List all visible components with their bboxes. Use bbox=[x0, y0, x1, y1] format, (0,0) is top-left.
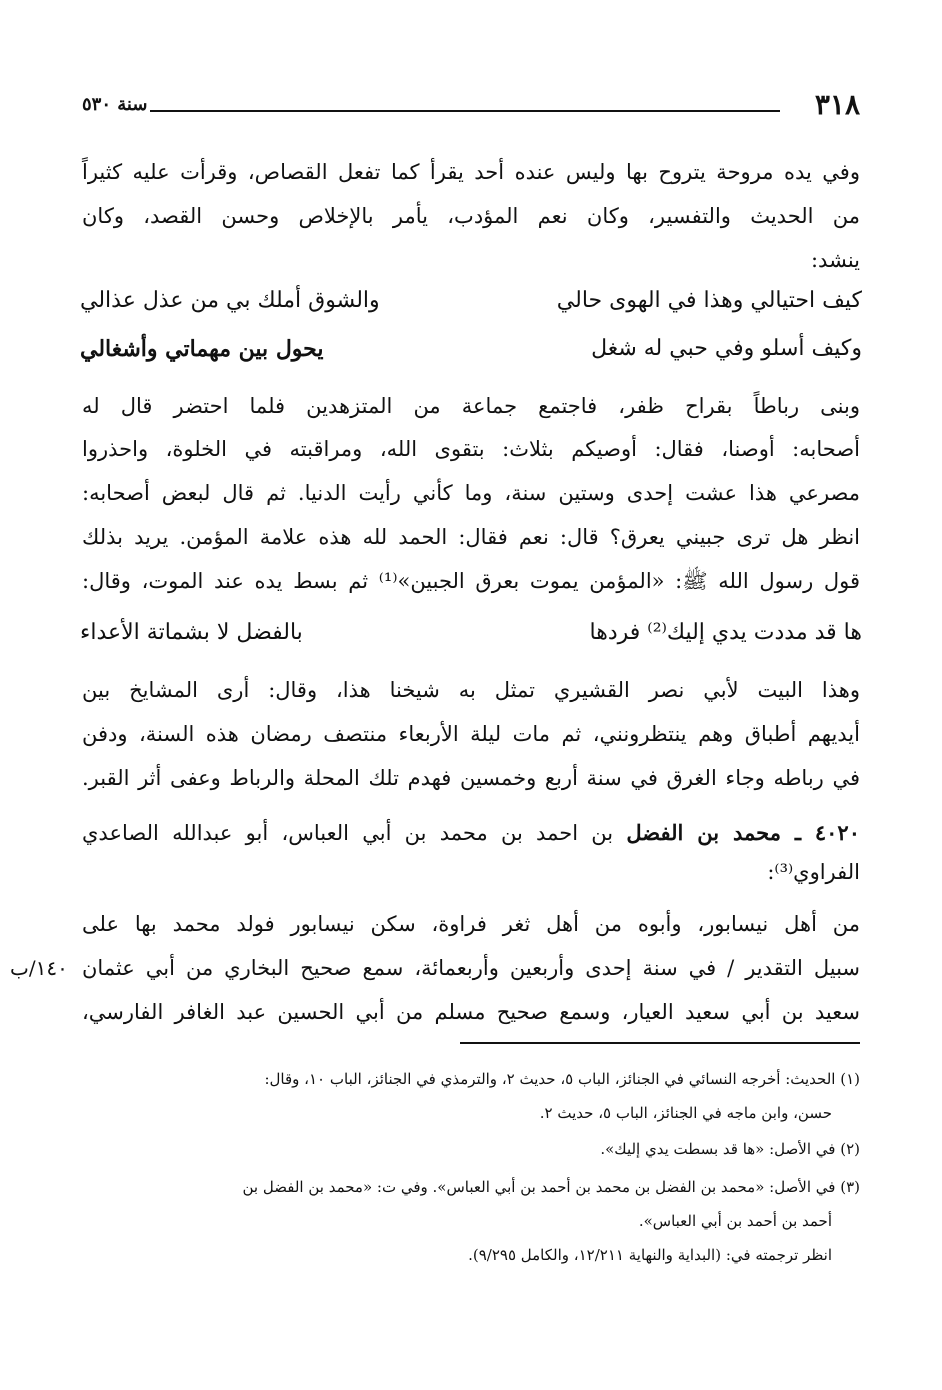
running-header bbox=[82, 88, 860, 128]
verse-hemistich: وكيف أسلو وفي حبي له شغل bbox=[591, 336, 862, 361]
body-line: الفراوي⁽³⁾: bbox=[767, 860, 860, 884]
entry-number-name: ٤٠٢٠ ـ محمد بن الفضل bbox=[626, 820, 860, 845]
verse-hemistich: كيف احتيالي وهذا في الهوى حالي bbox=[556, 288, 862, 313]
manuscript-folio-note: ١٤٠/ب bbox=[10, 956, 68, 980]
entry-heading bbox=[82, 820, 860, 846]
body-line: من أهل نيسابور، وأبوه من أهل ثغر فراوة، سكن نيسابور فولد محمد بها على bbox=[82, 912, 860, 936]
body-line: في رباطه وجاء الغرق في سنة أربع وخمسين فهدم تلك المحلة والرباط وعفى أثر القبر. bbox=[82, 766, 860, 790]
verse-line bbox=[80, 336, 862, 370]
body-line: سبيل التقدير / في سنة إحدى وأربعين وأربعمائة، سمع صحيح البخاري من أبي عثمان bbox=[82, 956, 860, 980]
header-rule bbox=[150, 110, 780, 112]
footnote-line: حسن، وابن ماجه في الجنائز، الباب ٥، حديث ٢. bbox=[539, 1104, 832, 1122]
verse-hemistich: يحول بين مهماتي وأشغالي bbox=[80, 336, 324, 362]
entry-lineage: بن احمد بن محمد بن أبي العباس، أبو عبدالله الصاعدي bbox=[82, 821, 614, 845]
footnote-line: (١) الحديث: أخرجه النسائي في الجنائز، الباب ٥، حديث ٢، والترمذي في الجنائز، الباب ١٠، وقال: bbox=[264, 1070, 860, 1088]
body-line: أصحابه: أوصنا، فقال: أوصيكم بثلاث: بتقوى الله، ومراقبته في الخلوة، واحذروا bbox=[82, 437, 860, 461]
footnote-rule bbox=[460, 1042, 860, 1044]
verse-line bbox=[80, 620, 862, 654]
body-line: قول رسول الله ﷺ: «المؤمن يموت بعرق الجبين»⁽¹⁾ ثم بسط يده عند الموت، وقال: bbox=[82, 569, 861, 593]
body-line: وفي يده مروحة يتروح بها وليس عنده أحد يقرأ كما تفعل القصاص، وقرأت عليه كثيراً bbox=[82, 160, 860, 184]
verse-hemistich: ها قد مددت يدي إليك⁽²⁾ فردها bbox=[589, 620, 862, 645]
footnote-line: (٢) في الأصل: «ها قد بسطت يدي إليك». bbox=[600, 1140, 860, 1158]
body-line: من الحديث والتفسير، وكان نعم المؤدب، يأمر بالإخلاص وحسن القصد، وكان bbox=[82, 204, 860, 228]
verse-hemistich: والشوق أملك بي من عذل عذالي bbox=[80, 288, 380, 313]
body-line: ينشد: bbox=[810, 248, 860, 272]
page-number: ٣١٨ bbox=[814, 88, 860, 121]
footnote-line: أحمد بن أحمد بن أبي العباس». bbox=[638, 1212, 832, 1230]
body-line: انظر هل ترى جبيني يعرق؟ قال: نعم فقال: الحمد لله هذه علامة المؤمن. يريد بذلك bbox=[82, 525, 860, 549]
verse-line bbox=[80, 288, 862, 322]
body-line: مصرعي هذا عشت إحدى وستين سنة، وما كأني رأيت الدنيا. ثم قال لبعض أصحابه: bbox=[82, 481, 860, 505]
body-line: وبنى رباطاً بقراح ظفر، فاجتمع جماعة من المتزهدين فلما احتضر قال له bbox=[82, 394, 860, 418]
footnote-line: (٣) في الأصل: «محمد بن الفضل بن محمد بن أحمد بن أبي العباس». وفي ت: «محمد بن الفضل بن bbox=[242, 1178, 860, 1196]
body-line: وهذا البيت لأبي نصر القشيري تمثل به شيخنا هذا، وقال: أرى المشايخ بين bbox=[82, 678, 860, 702]
body-line: سعيد بن أبي سعيد العيار، وسمع صحيح مسلم من أبي الحسين عبد الغافر الفارسي، bbox=[82, 1000, 860, 1024]
body-line: أيديهم أطباق وهم ينتظرونني، ثم مات ليلة الأربعاء منتصف رمضان هذه السنة، ودفن bbox=[82, 722, 860, 746]
year-label: سنة ٥٣٠ bbox=[82, 94, 148, 115]
verse-hemistich: بالفضل لا بشماتة الأعداء bbox=[80, 620, 303, 645]
footnote-line: انظر ترجمته في: (البداية والنهاية ١٢/٢١١، والكامل ٩/٢٩٥). bbox=[468, 1246, 832, 1264]
